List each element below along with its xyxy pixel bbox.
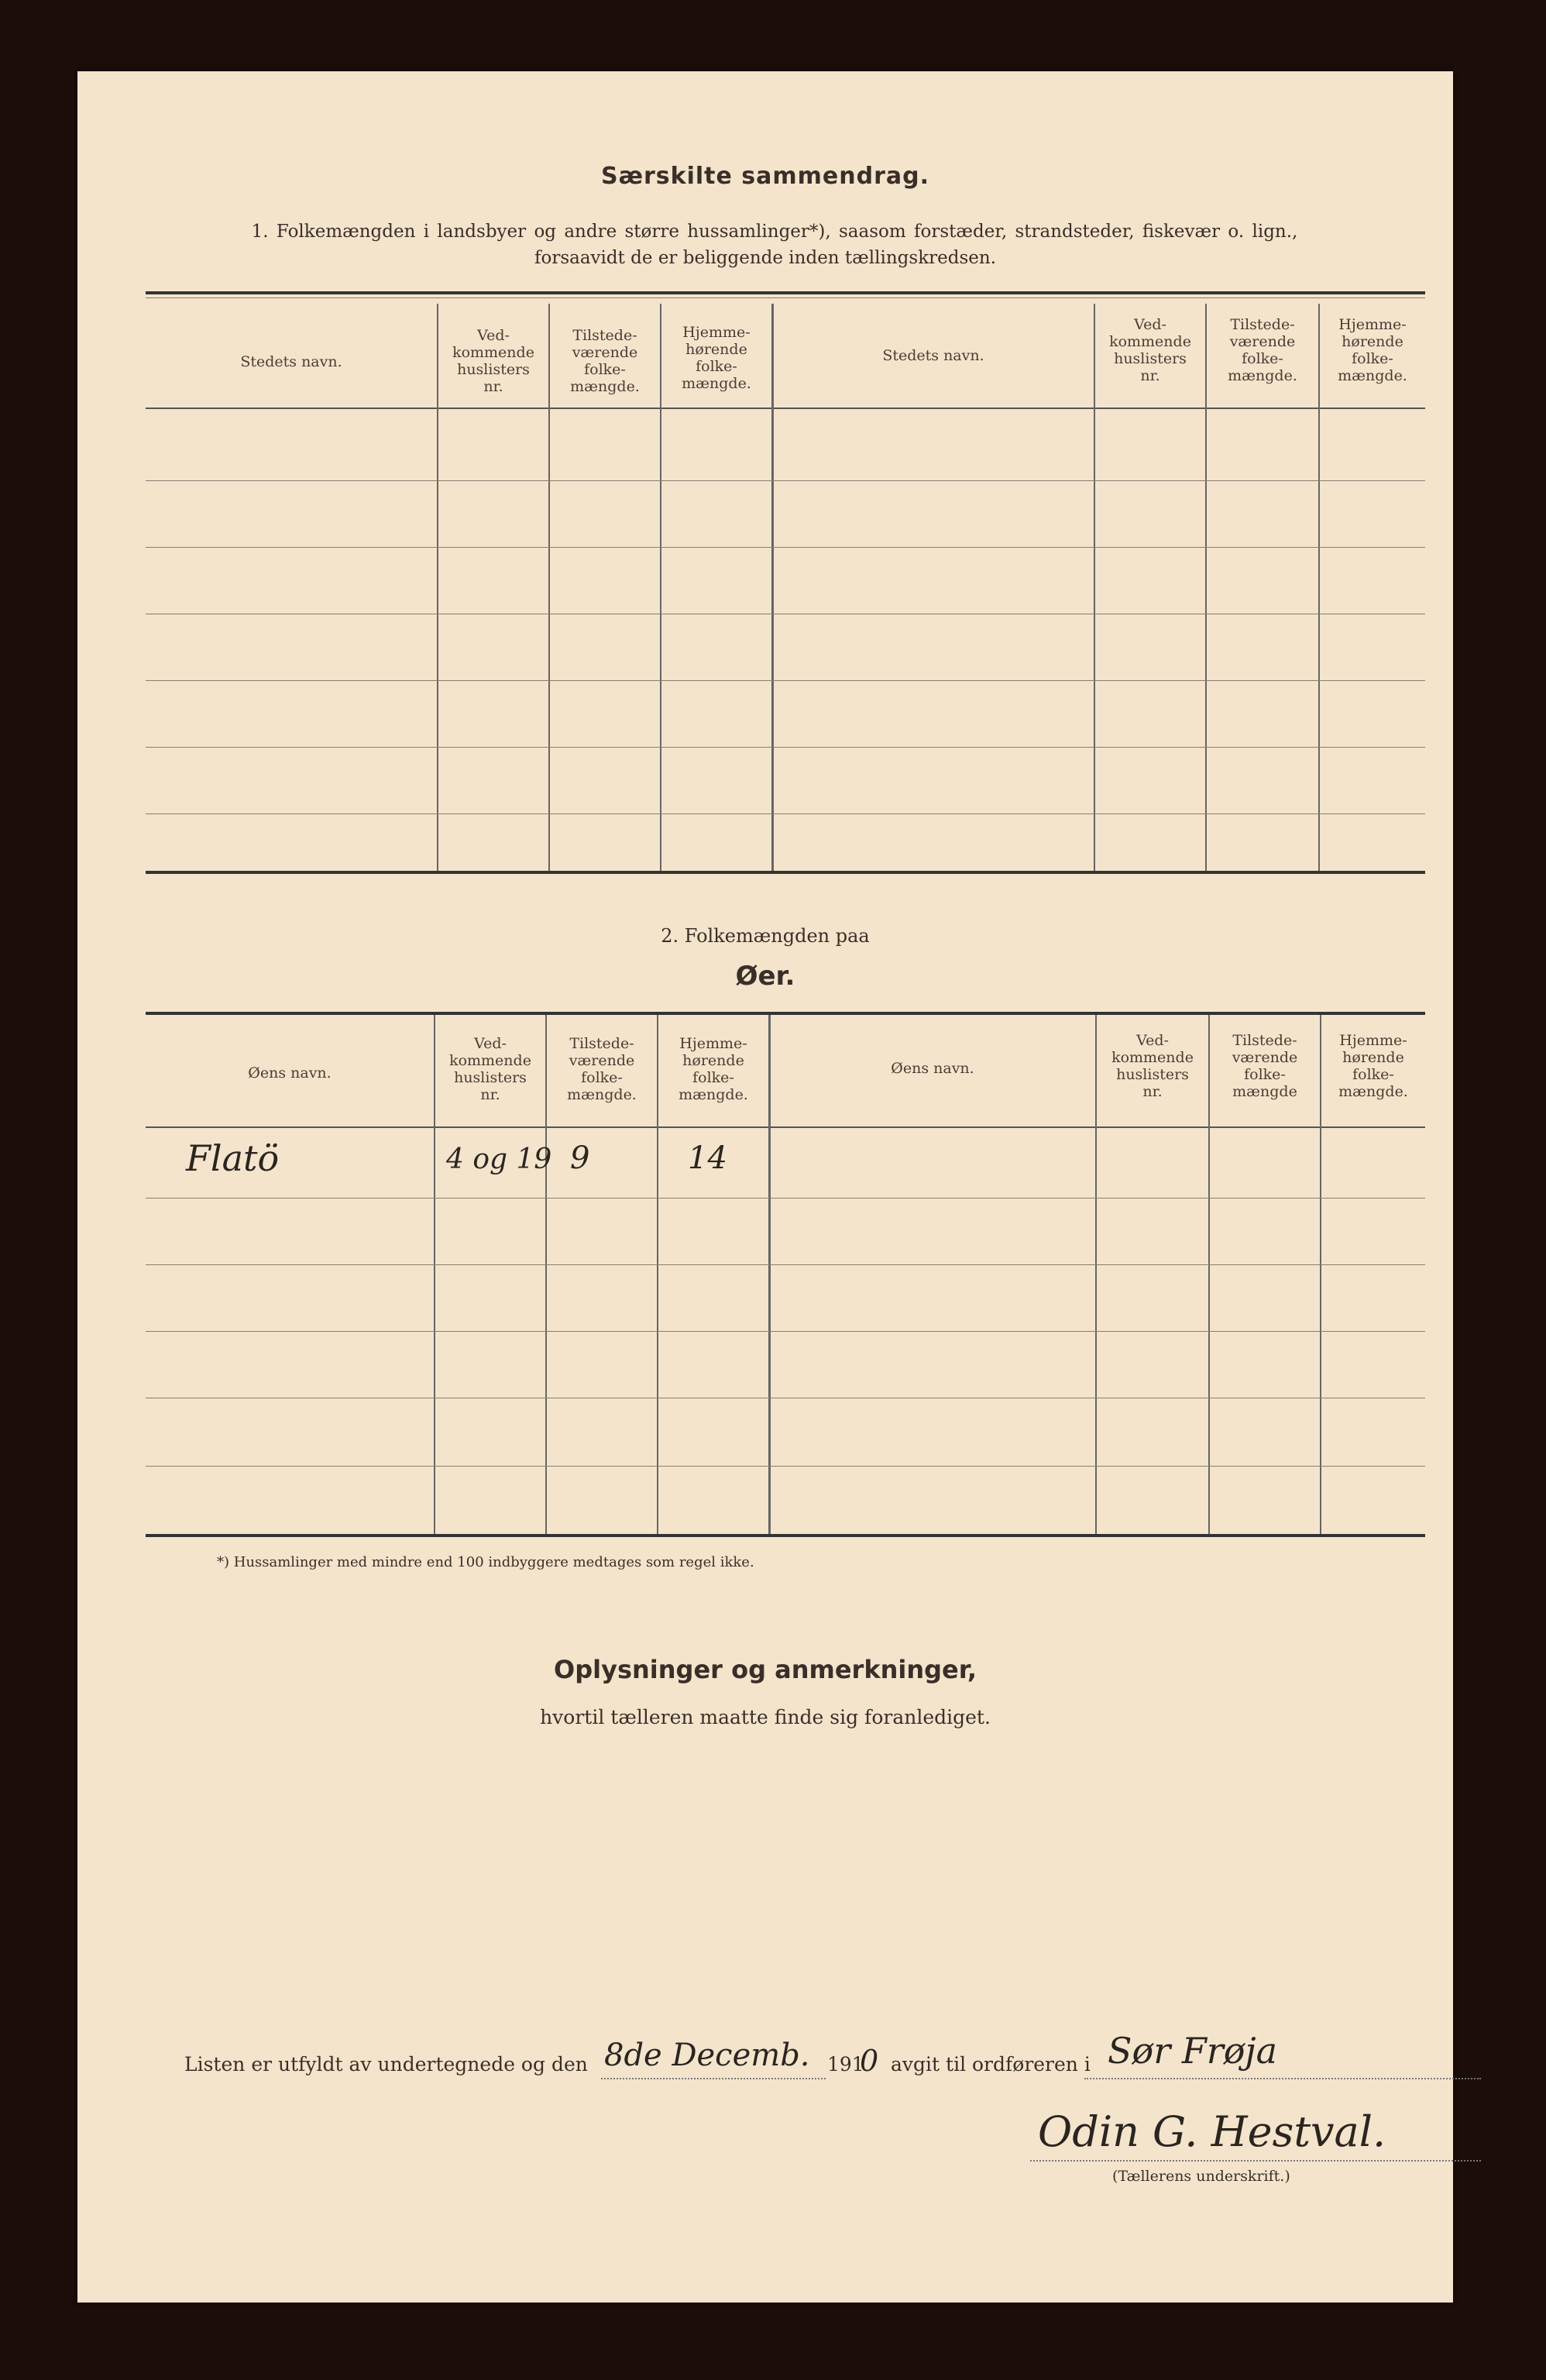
island-name-cell: Flatö [186,1137,280,1179]
t1-col-place-right: Stedets navn. [882,347,984,364]
census-form-page [77,71,1453,2303]
enumerator-signature: Odin G. Hestval. [1038,2107,1386,2156]
footnote: *) Hussamlinger med mindre end 100 indbyggere medtages som regel ikke. [217,1554,754,1570]
t2-col-island-right: Øens navn. [891,1060,974,1077]
t2-col-hjemme-right: Hjemme- hørende folke- mængde. [1338,1032,1408,1100]
t1-col-place-left: Stedets navn. [240,353,342,370]
municipality-handwritten: Sør Frøja [1108,2030,1278,2072]
t1-col-hjemme-left: Hjemme- hørende folke- mængde. [682,324,751,392]
t2-col-island-left: Øens navn. [248,1064,332,1082]
section2-intro: 2. Folkemængden paa [661,925,870,947]
t1-col-hjemme-right: Hjemme- hørende folke- mængde. [1338,316,1407,384]
t2-col-tilstede-left: Tilstede- værende folke- mængde. [567,1035,637,1103]
notes-title: Oplysninger og anmerkninger, [554,1655,977,1684]
section2-title: Øer. [735,961,795,992]
form-heading: Særskilte sammendrag. [600,163,930,190]
t1-col-tilstede-left: Tilstede- værende folke- mængde. [570,327,640,395]
huslister-cell: 4 og 19 [446,1144,552,1175]
t1-col-tilstede-right: Tilstede- værende folke- mængde. [1228,316,1297,384]
signature-caption: (Tællerens underskrift.) [1112,2168,1290,2185]
section1-intro-line1: 1. Folkemængden i landsbyer og andre større hussamlinger*), saasom forstæder, strandsteder, fiskevær o. lign., [251,222,1298,242]
signature-line-prefix: Listen er utfyldt av undertegnede og den [184,2053,588,2076]
tilstede-cell: 9 [570,1140,590,1176]
signature-line-middle: avgit til ordføreren i [891,2053,1091,2076]
t2-col-hjemme-left: Hjemme- hørende folke- mængde. [679,1035,748,1103]
t1-col-huslister-left: Ved- kommende huslisters nr. [452,327,534,395]
notes-subtitle: hvortil tælleren maatte finde sig foranlediget. [540,1706,991,1728]
year-handwritten: 0 [860,2044,879,2078]
section1-intro-line2: forsaavidt de er beliggende inden tællingskredsen. [534,248,997,268]
date-handwritten: 8de Decemb. [604,2038,810,2073]
hjemme-cell: 14 [688,1140,727,1176]
t2-col-huslister-left: Ved- kommende huslisters nr. [449,1035,531,1103]
year-printed: 191 [827,2053,864,2076]
t2-col-huslister-right: Ved- kommende huslisters nr. [1111,1032,1194,1100]
t1-col-huslister-right: Ved- kommende huslisters nr. [1109,316,1191,384]
t2-col-tilstede-right: Tilstede- værende folke- mængde [1232,1032,1298,1100]
